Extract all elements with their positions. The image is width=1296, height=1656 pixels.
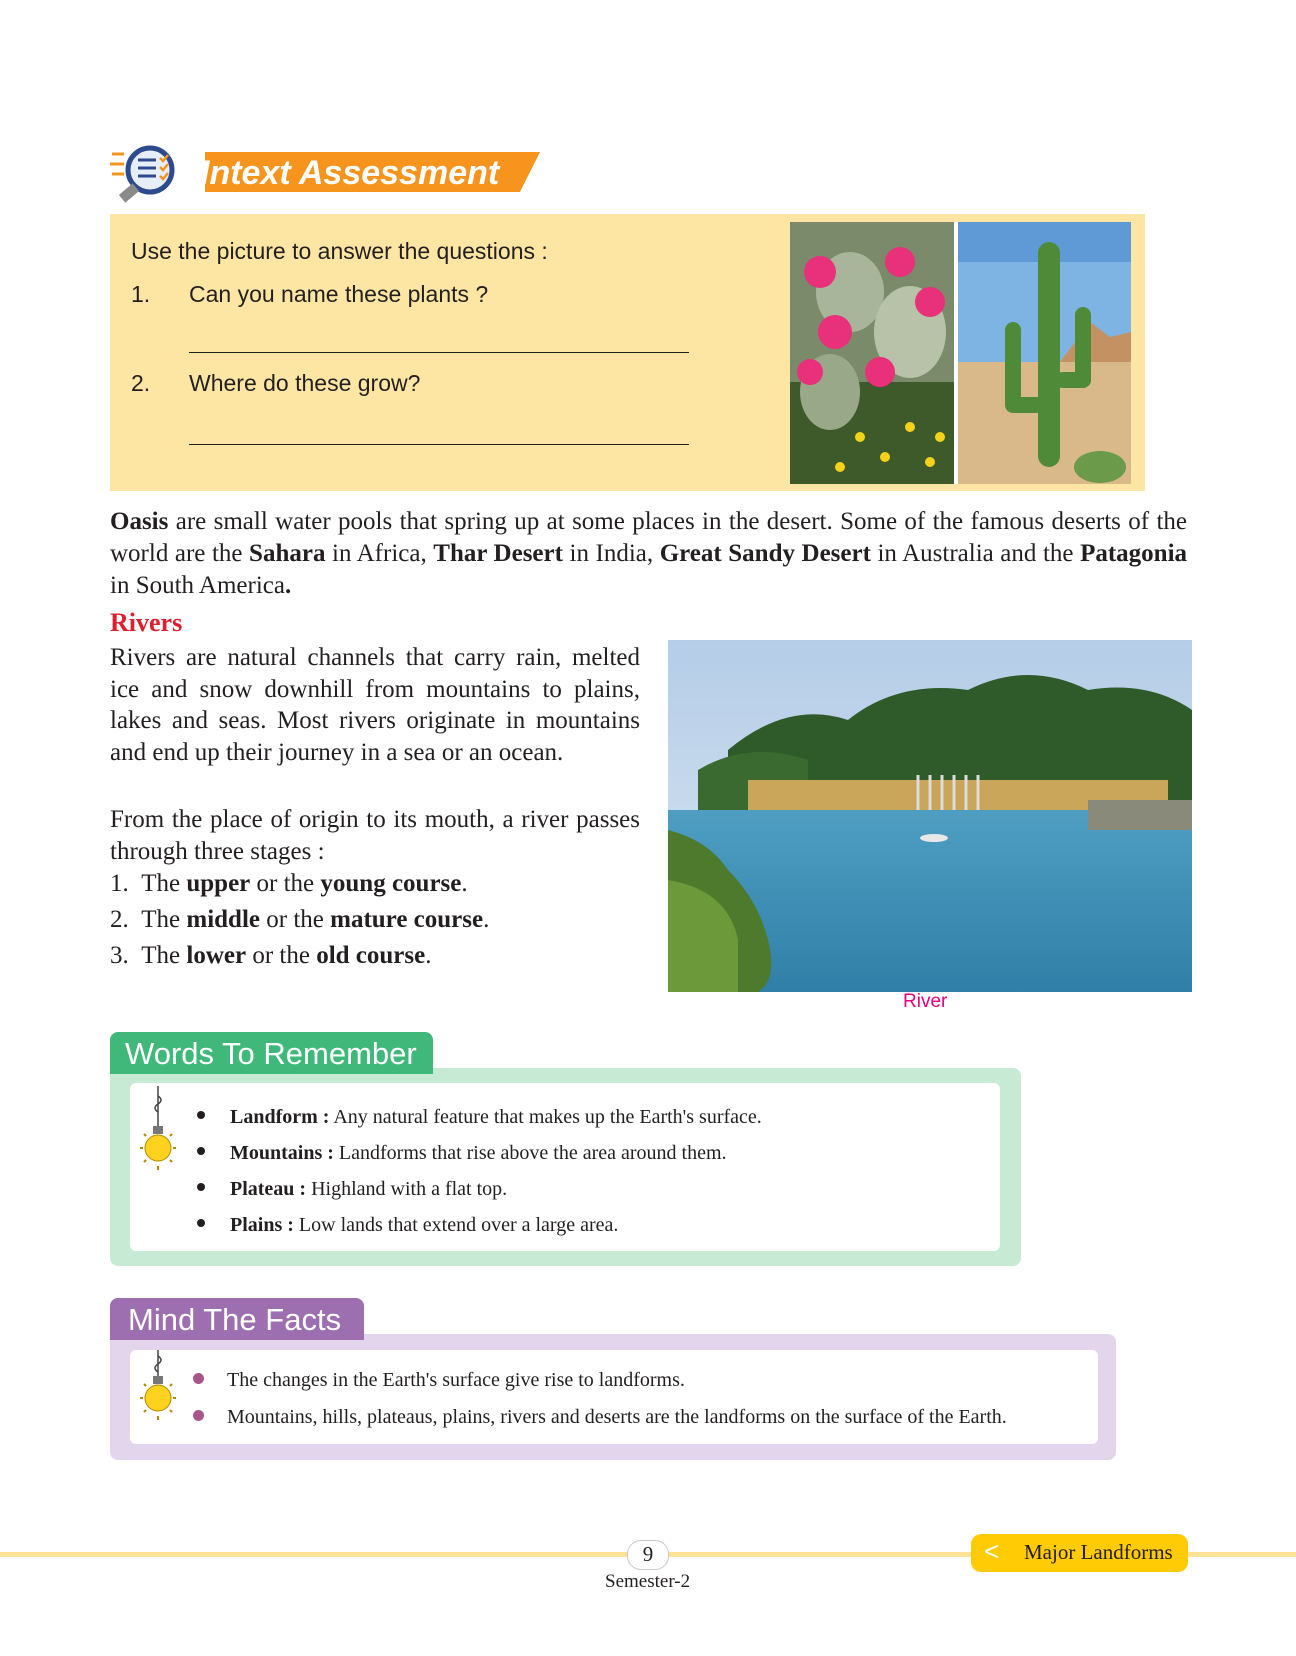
- chevron-left-icon[interactable]: <: [984, 1536, 1000, 1566]
- term-thar: Thar Desert: [433, 540, 563, 567]
- mind-the-facts-panel: [130, 1350, 1098, 1444]
- bullet-icon: [197, 1219, 205, 1227]
- fact-item: The changes in the Earth's surface give rise to landforms.: [227, 1369, 685, 1391]
- answer-line-2[interactable]: [189, 444, 689, 445]
- term-great-sandy: Great Sandy Desert: [659, 540, 871, 567]
- bullet-icon: [193, 1373, 204, 1384]
- answer-line-1[interactable]: [189, 352, 689, 353]
- bullet-icon: [197, 1147, 205, 1155]
- word-item-plains: Plains : Low lands that extend over a large area.: [230, 1214, 619, 1236]
- river-caption: River: [903, 991, 948, 1012]
- question-1-text: Can you name these plants ?: [189, 281, 489, 307]
- page-number: 9: [642, 1542, 654, 1566]
- stages-paragraph: From the place of origin to its mouth, a river passes through three stages :: [110, 806, 640, 865]
- words-to-remember-title: Words To Remember: [125, 1036, 417, 1071]
- semester-label: Semester-2: [605, 1571, 691, 1592]
- bullet-icon: [197, 1111, 205, 1119]
- bullet-icon: [197, 1183, 205, 1191]
- stage-item: 3. The lower or the old course.: [110, 942, 432, 969]
- question-1-number: 1.: [131, 281, 151, 307]
- term-sahara: Sahara: [249, 540, 326, 567]
- fact-item: Mountains, hills, plateaus, plains, rivers and deserts are the landforms on the surface of the Earth.: [227, 1406, 1007, 1428]
- stage-item: 1. The upper or the young course.: [110, 870, 468, 897]
- term-patagonia: Patagonia: [1080, 540, 1188, 567]
- term-oasis: Oasis: [110, 508, 169, 535]
- question-2-text: Where do these grow?: [189, 370, 421, 396]
- mind-the-facts-title: Mind The Facts: [128, 1302, 342, 1337]
- river-image: [668, 640, 1192, 992]
- word-item-plateau: Plateau : Highland with a flat top.: [230, 1178, 508, 1200]
- assessment-magnifier-icon: [110, 140, 200, 210]
- lightbulb-icon: [138, 1350, 178, 1430]
- intext-intro: Use the picture to answer the questions :: [131, 238, 548, 264]
- intext-title: Intext Assessment: [200, 154, 500, 192]
- question-2-number: 2.: [131, 370, 151, 396]
- stage-item: 2. The middle or the mature course.: [110, 906, 490, 933]
- rivers-heading: Rivers: [110, 608, 183, 637]
- rivers-paragraph: Rivers are natural channels that carry rain, melted ice and snow downhill from mountains to plains, lakes and seas. Most rivers originate in mountains and end up their journey in a sea or an ocean.: [110, 644, 640, 766]
- lightbulb-icon: [138, 1086, 178, 1182]
- word-item-mountains: Mountains : Landforms that rise above the area around them.: [230, 1142, 727, 1164]
- cactus-plants-image: [790, 222, 1131, 484]
- bullet-icon: [193, 1410, 204, 1421]
- chapter-label: Major Landforms: [1024, 1540, 1173, 1564]
- oasis-paragraph: Oasis are small water pools that spring up at some places in the desert. Some of the famous deserts of the world are the Sahara in Africa, Thar Desert in India, Great Sandy Desert in Australia and the Patagonia in South America.: [110, 508, 1188, 599]
- word-item-landform: Landform : Any natural feature that makes up the Earth's surface.: [230, 1106, 762, 1128]
